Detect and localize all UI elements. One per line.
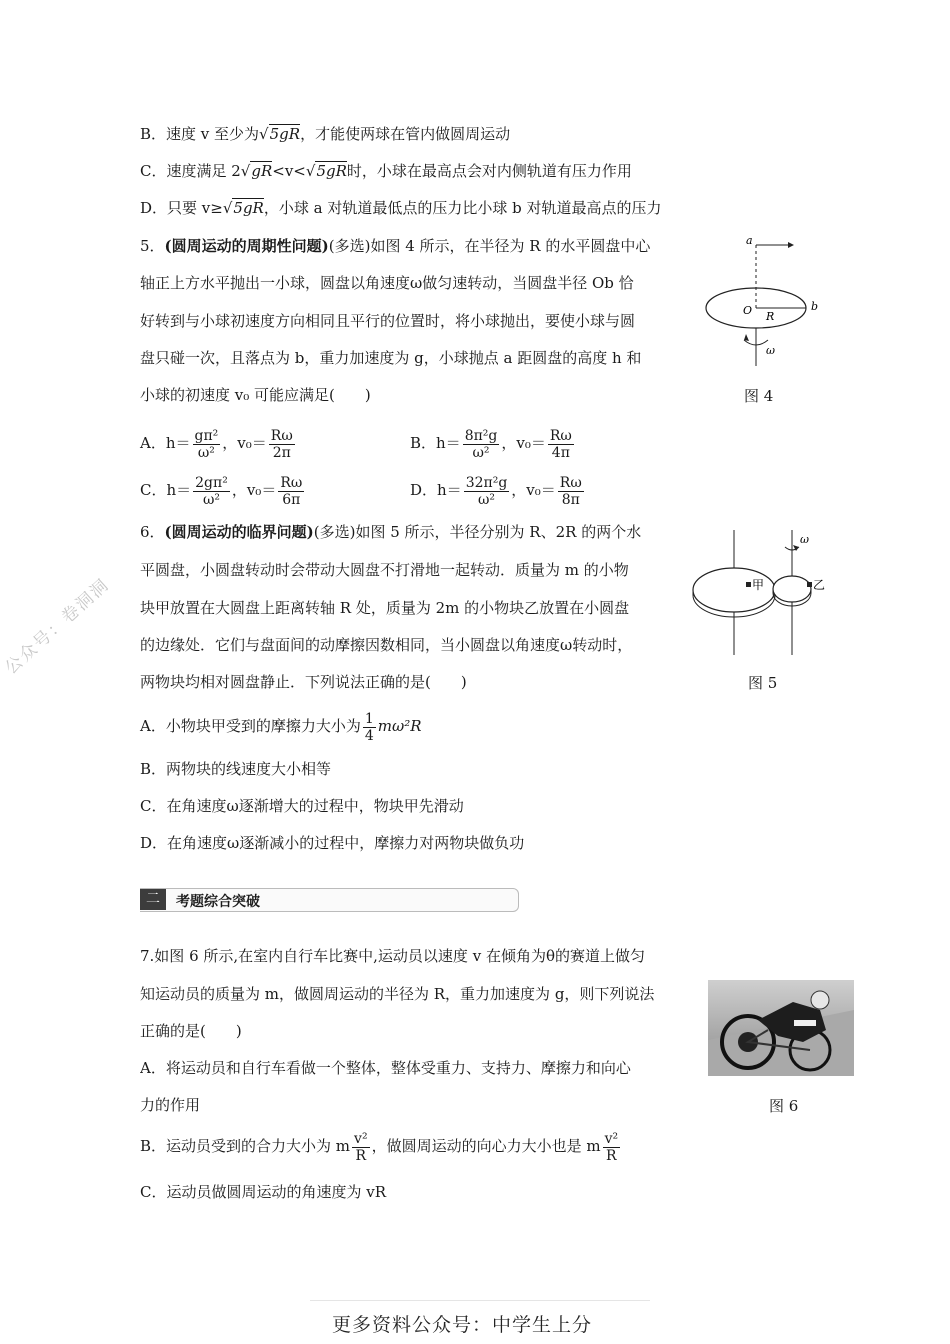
q4-option-b: B．速度 v 至少为√5gR，才能使两球在管内做圆周运动 <box>140 125 511 143</box>
figure-5-two-disks-diagram <box>690 525 840 660</box>
q6-option-a: A．小物块甲受到的摩擦力大小为 $\frac{1}{4}$ mω²R <box>140 710 422 744</box>
watermark: 公众号：卷洞洞 <box>1 574 114 679</box>
q5-stem-line5: 小球的初速度 v₀ 可能应满足( ) <box>140 386 371 404</box>
fig4-label-o: O <box>743 304 753 317</box>
fig5-label-omega: ω <box>800 533 809 546</box>
q7-stem-line2: 知运动员的质量为 m，做圆周运动的半径为 R，重力加速度为 g，则下列说法 <box>140 985 655 1003</box>
figure-4-disk-diagram <box>700 228 830 368</box>
q6-stem-line2: 平圆盘，小圆盘转动时会带动大圆盘不打滑地一起转动．质量为 m 的小物 <box>140 561 629 579</box>
q5-stem-line4: 盘只碰一次，且落点为 b，重力加速度为 g，小球抛点 a 距圆盘的高度 h 和 <box>140 349 642 367</box>
figure-4-caption: 图 4 <box>744 387 774 405</box>
fig4-label-b: b <box>811 300 819 313</box>
q7-stem-line1: 7.如图 6 所示,在室内自行车比赛中,运动员以速度 v 在倾角为θ的赛道上做匀 <box>140 947 645 965</box>
figure-5-caption: 图 5 <box>748 674 778 692</box>
q6-stem-line5: 两物块均相对圆盘静止．下列说法正确的是( ) <box>140 673 467 691</box>
footer-text: 更多资料公众号：中学生上分 <box>332 1314 593 1336</box>
q7-stem-line3: 正确的是( ) <box>140 1022 242 1040</box>
q5-option-a: A．h＝ $\frac{\text{gπ²}}{\text{ω²}}$ ，v₀＝ $\frac{R\omega}{2\pi}$ <box>140 427 293 461</box>
fig4-label-r: R <box>766 310 775 323</box>
q5-option-d: D．h＝ $\frac{\text{32π²g}}{\text{ω²}}$ ，v₀＝ $\frac{R\omega}{8\pi}$ <box>410 474 582 508</box>
q7-option-a-line1: A．将运动员和自行车看做一个整体，整体受重力、支持力、摩擦力和向心 <box>140 1059 631 1077</box>
section-title: 考题综合突破 <box>176 894 260 910</box>
figure-6-caption: 图 6 <box>769 1097 799 1115</box>
q7-option-a-line2: 力的作用 <box>140 1096 201 1114</box>
section-number: 二 <box>140 889 166 910</box>
q6-option-d: D．在角速度ω逐渐减小的过程中，摩擦力对两物块做负功 <box>140 834 525 852</box>
q4-option-c: C．速度满足 2√gR<v<√5gR时，小球在最高点会对内侧轨道有压力作用 <box>140 162 632 180</box>
q5-option-b: B．h＝ $\frac{\text{8π²g}}{\text{ω²}}$ ，v₀＝ $\frac{R\omega}{4\pi}$ <box>410 427 572 461</box>
q6-stem-line4: 的边缘处．它们与盘面间的动摩擦因数相同，当小圆盘以角速度ω转动时， <box>140 636 633 654</box>
q5-stem-line3: 好转到与小球初速度方向相同且平行的位置时，将小球抛出，要使小球与圆 <box>140 312 636 330</box>
fig4-label-a: a <box>746 234 753 247</box>
q7-option-c: C．运动员做圆周运动的角速度为 vR <box>140 1183 387 1201</box>
fig4-label-omega: ω <box>766 344 775 357</box>
footer-divider <box>310 1300 650 1301</box>
q5-option-c: C．h＝ $\frac{\text{2gπ²}}{\text{ω²}}$ ，v₀＝ $\frac{R\omega}{6\pi}$ <box>140 474 303 508</box>
q5-stem-line2: 轴正上方水平抛出一小球，圆盘以角速度ω做匀速转动，当圆盘半径 Ob 恰 <box>140 274 634 292</box>
q6-option-c: C．在角速度ω逐渐增大的过程中，物块甲先滑动 <box>140 797 464 815</box>
q4-option-d: D．只要 v≥√5gR，小球 a 对轨道最低点的压力比小球 b 对轨道最高点的压力 <box>140 199 662 217</box>
q6-stem-line3: 块甲放置在大圆盘上距离转轴 R 处，质量为 2m 的小物块乙放置在小圆盘 <box>140 599 630 617</box>
q6-stem-line1: 6．(圆周运动的临界问题)(多选)如图 5 所示，半径分别为 R、2R 的两个水 <box>140 523 642 541</box>
q5-stem-line1: 5．(圆周运动的周期性问题)(多选)如图 4 所示，在半径为 R 的水平圆盘中心 <box>140 237 651 255</box>
q6-option-b: B．两物块的线速度大小相等 <box>140 760 332 778</box>
fig5-label-jia: 甲 <box>752 578 765 592</box>
fig5-label-yi: 乙 <box>813 578 826 592</box>
q7-option-b: B．运动员受到的合力大小为 m $\frac{\text{v²}}{R}$ ，做圆周运动的向心力大小也是 m $\frac{\text{v²}}{R}$ <box>140 1130 619 1164</box>
figure-6-cyclist-photo <box>708 980 854 1076</box>
